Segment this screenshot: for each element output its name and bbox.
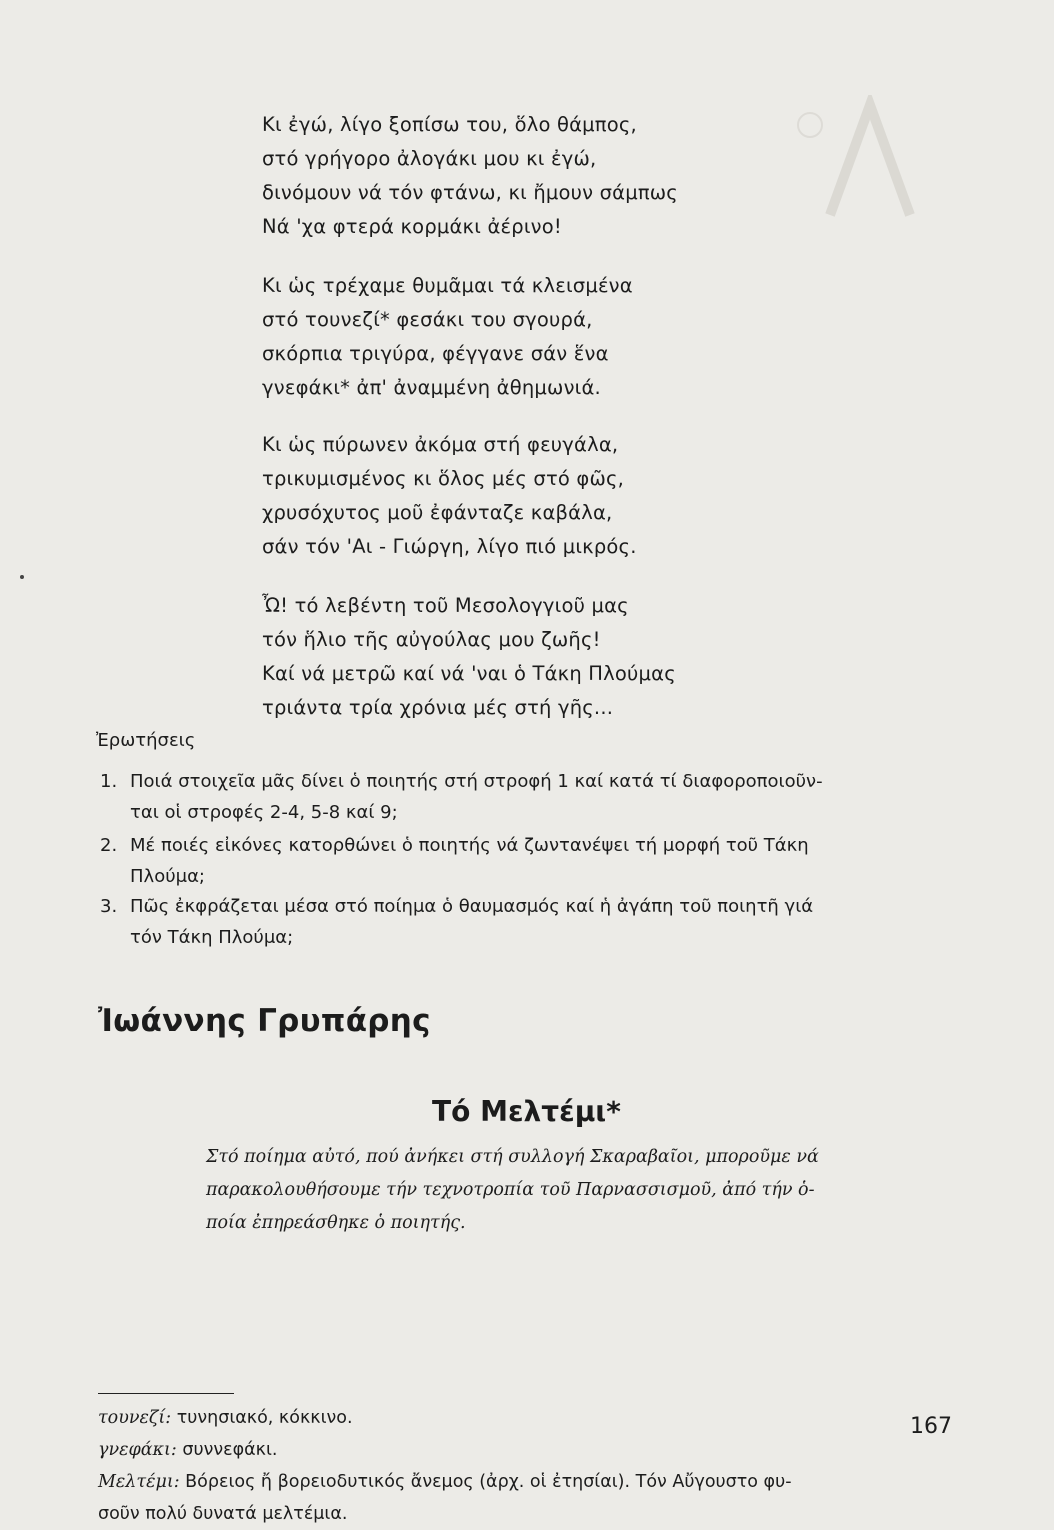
glossary-term: γνεφάκι: <box>98 1440 177 1460</box>
margin-mark <box>20 575 24 579</box>
question-text: τόν Τάκη Πλούμα; <box>130 927 294 948</box>
question-number: 3. <box>100 896 118 917</box>
glossary-entry <box>98 1434 958 1466</box>
poem-title: Τό Μελτέμι* <box>432 1095 621 1128</box>
glossary-continuation: σοῦν πολύ δυνατά μελτέμια. <box>98 1504 348 1524</box>
question-text: Πλούμα; <box>130 866 205 887</box>
verse-line: Νά 'χα φτερά κορμάκι ἀέρινο! <box>262 215 562 238</box>
poem-stanza-4 <box>262 589 676 725</box>
question-number: 2. <box>100 835 118 856</box>
question-text: Πῶς ἐκφράζεται μέσα στό ποίημα ὁ θαυμασμός καί ἡ ἀγάπη τοῦ ποιητῆ γιά <box>130 896 814 917</box>
glossary-term: τουνεζί: <box>98 1408 172 1428</box>
glossary-definition: Βόρειος ἤ βορειοδυτικός ἄνεμος (ἀρχ. οἱ ἐτησίαι). Τόν Αὔγουστο φυ- <box>179 1472 792 1492</box>
intro-line: ποία ἐπηρεάσθηκε ὁ ποιητής. <box>206 1213 466 1233</box>
verse-line: σκόρπια τριγύρα, φέγγανε σάν ἕνα <box>262 342 609 365</box>
verse-line: Κι ὡς πύρωνεν ἀκόμα στή φευγάλα, <box>262 433 619 456</box>
question-text: ται οἱ στροφές 2-4, 5-8 καί 9; <box>130 802 398 823</box>
verse-line: στό γρήγορο ἀλογάκι μου κι ἐγώ, <box>262 147 597 170</box>
glossary-definition: τυνησιακό, κόκκινο. <box>171 1408 353 1428</box>
poem-stanza-3 <box>262 428 637 564</box>
verse-line: στό τουνεζί* φεσάκι του σγουρά, <box>262 308 593 331</box>
verse-line: τρικυμισμένος κι ὅλος μές στό φῶς, <box>262 467 625 490</box>
verse-line: χρυσόχυτος μοῦ ἐφάνταζε καβάλα, <box>262 501 613 524</box>
glossary <box>98 1402 958 1530</box>
verse-line: Καί νά μετρῶ καί νά 'ναι ὁ Τάκη Πλούμας <box>262 662 676 685</box>
glossary-term: Μελτέμι: <box>98 1472 180 1492</box>
verse-line: δινόμουν νά τόν φτάνω, κι ἤμουν σάμπως <box>262 181 678 204</box>
intro-line: παρακολουθήσουμε τήν τεχνοτροπία τοῦ Παρνασσισμοῦ, ἀπό τήν ὁ- <box>206 1180 815 1200</box>
verse-line: τόν ἥλιο τῆς αὐγούλας μου ζωῆς! <box>262 628 601 651</box>
question-item <box>96 766 950 828</box>
intro-paragraph <box>206 1141 948 1240</box>
page-number: 167 <box>910 1414 952 1439</box>
verse-line: Ὦ! τό λεβέντη τοῦ Μεσολογγιοῦ μας <box>262 594 629 617</box>
poem-stanza-1 <box>262 108 678 244</box>
glossary-definition: συννεφάκι. <box>176 1440 278 1460</box>
verse-line: γνεφάκι* ἀπ' ἀναμμένη ἀθημωνιά. <box>262 376 601 399</box>
footnote-divider <box>98 1393 234 1394</box>
author-heading: Ἰωάννης Γρυπάρης <box>98 1003 431 1039</box>
question-text: Ποιά στοιχεῖα μᾶς δίνει ὁ ποιητής στή στροφή 1 καί κατά τί διαφοροποιοῦν- <box>130 771 823 792</box>
question-item <box>96 891 950 953</box>
verse-line: τριάντα τρία χρόνια μές στή γῆς... <box>262 696 614 719</box>
question-item <box>96 830 950 892</box>
glossary-entry <box>98 1402 958 1434</box>
intro-line: Στό ποίημα αὐτό, πού ἀνήκει στή συλλογή Σκαραβαῖοι, μποροῦμε νά <box>206 1147 819 1167</box>
question-text: Μέ ποιές εἰκόνες κατορθώνει ὁ ποιητής νά ζωντανέψει τή μορφή τοῦ Τάκη <box>130 835 809 856</box>
questions-heading: Ἐρωτήσεις <box>96 730 196 751</box>
verse-line: Κι ὡς τρέχαμε θυμᾶμαι τά κλεισμένα <box>262 274 633 297</box>
bleed-through-graphic <box>790 95 940 229</box>
verse-line: Κι ἐγώ, λίγο ξοπίσω του, ὅλο θάμπος, <box>262 113 637 136</box>
verse-line: σάν τόν 'Αι - Γιώργη, λίγο πιό μικρός. <box>262 535 637 558</box>
question-number: 1. <box>100 771 118 792</box>
glossary-entry <box>98 1466 958 1498</box>
poem-stanza-2 <box>262 269 633 405</box>
